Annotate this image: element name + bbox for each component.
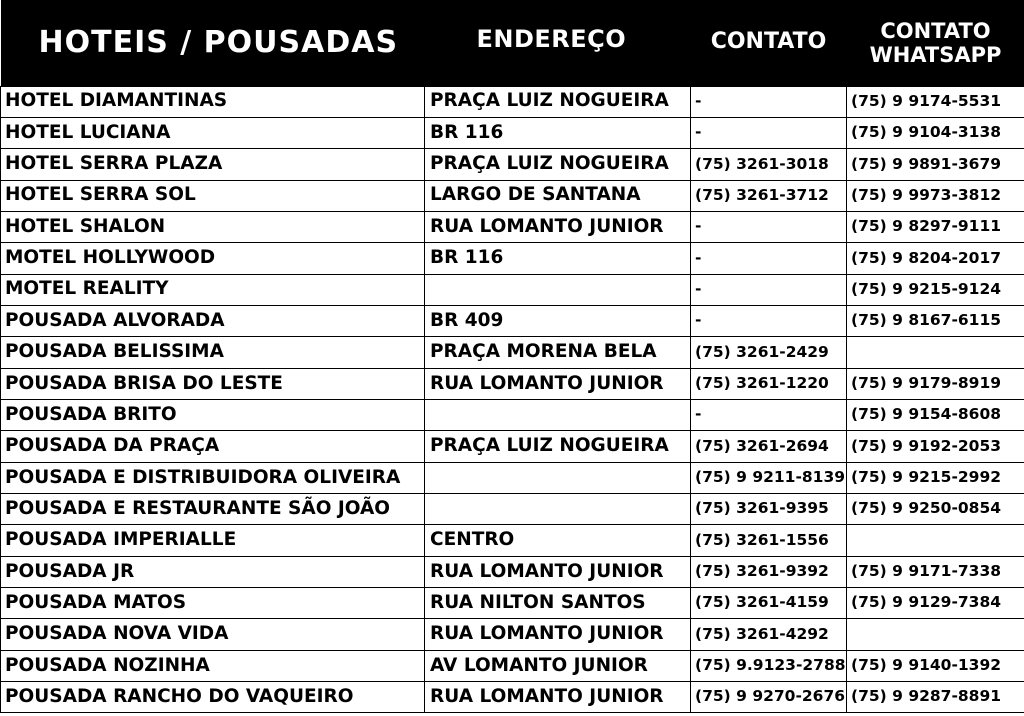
cell-contact: (75) 3261-2429 bbox=[691, 337, 847, 368]
cell-whatsapp: (75) 9 9174-5531 bbox=[847, 86, 1024, 117]
cell-address: BR 116 bbox=[425, 117, 691, 148]
cell-address bbox=[425, 274, 691, 305]
cell-contact: - bbox=[691, 399, 847, 430]
cell-address: LARGO DE SANTANA bbox=[425, 180, 691, 211]
cell-address: PRAÇA LUIZ NOGUEIRA bbox=[425, 149, 691, 180]
cell-contact: (75) 3261-9392 bbox=[691, 556, 847, 587]
table-row bbox=[1, 86, 1024, 117]
cell-address: RUA LOMANTO JUNIOR bbox=[425, 556, 691, 587]
cell-whatsapp bbox=[847, 525, 1024, 556]
cell-address: PRAÇA LUIZ NOGUEIRA bbox=[425, 431, 691, 462]
cell-whatsapp bbox=[847, 337, 1024, 368]
cell-address: RUA LOMANTO JUNIOR bbox=[425, 619, 691, 650]
cell-contact: (75) 3261-4292 bbox=[691, 619, 847, 650]
cell-address: RUA LOMANTO JUNIOR bbox=[425, 211, 691, 242]
cell-contact: (75) 9 9211-8139 bbox=[691, 462, 847, 493]
table-row bbox=[1, 619, 1024, 650]
table-row bbox=[1, 525, 1024, 556]
cell-address: CENTRO bbox=[425, 525, 691, 556]
cell-address: RUA LOMANTO JUNIOR bbox=[425, 682, 691, 713]
table-body bbox=[1, 86, 1024, 713]
cell-whatsapp: (75) 9 9287-8891 bbox=[847, 682, 1024, 713]
cell-contact: - bbox=[691, 243, 847, 274]
cell-name: HOTEL SHALON bbox=[1, 211, 425, 242]
header-whatsapp-line1: CONTATO bbox=[880, 18, 991, 43]
table-row bbox=[1, 368, 1024, 399]
table-row bbox=[1, 180, 1024, 211]
cell-address bbox=[425, 462, 691, 493]
cell-name: HOTEL SERRA PLAZA bbox=[1, 149, 425, 180]
cell-address: PRAÇA MORENA BELA bbox=[425, 337, 691, 368]
table-row bbox=[1, 462, 1024, 493]
cell-whatsapp: (75) 9 9129-7384 bbox=[847, 588, 1024, 619]
cell-name: POUSADA BELISSIMA bbox=[1, 337, 425, 368]
cell-whatsapp: (75) 9 8167-6115 bbox=[847, 305, 1024, 336]
cell-whatsapp: (75) 9 9154-8608 bbox=[847, 399, 1024, 430]
cell-whatsapp: (75) 9 9192-2053 bbox=[847, 431, 1024, 462]
cell-name: POUSADA DA PRAÇA bbox=[1, 431, 425, 462]
cell-contact: - bbox=[691, 86, 847, 117]
cell-contact: - bbox=[691, 211, 847, 242]
cell-contact: - bbox=[691, 274, 847, 305]
cell-name: HOTEL DIAMANTINAS bbox=[1, 86, 425, 117]
table-row bbox=[1, 149, 1024, 180]
cell-whatsapp: (75) 9 9891-3679 bbox=[847, 149, 1024, 180]
table-row bbox=[1, 274, 1024, 305]
table-row bbox=[1, 493, 1024, 524]
cell-name: POUSADA ALVORADA bbox=[1, 305, 425, 336]
cell-name: MOTEL REALITY bbox=[1, 274, 425, 305]
table-row bbox=[1, 117, 1024, 148]
cell-name: POUSADA NOVA VIDA bbox=[1, 619, 425, 650]
header-hotels-pousadas: HOTEIS / POUSADAS bbox=[1, 0, 425, 86]
cell-contact: (75) 9 9270-2676 bbox=[691, 682, 847, 713]
table-row bbox=[1, 211, 1024, 242]
table-row bbox=[1, 337, 1024, 368]
cell-whatsapp: (75) 9 9179-8919 bbox=[847, 368, 1024, 399]
cell-name: POUSADA BRITO bbox=[1, 399, 425, 430]
table-row bbox=[1, 243, 1024, 274]
header-contact-whatsapp bbox=[847, 0, 1024, 86]
cell-whatsapp: (75) 9 9215-9124 bbox=[847, 274, 1024, 305]
cell-name: POUSADA E RESTAURANTE SÃO JOÃO bbox=[1, 493, 425, 524]
header-address: ENDEREÇO bbox=[425, 0, 691, 86]
cell-name: HOTEL SERRA SOL bbox=[1, 180, 425, 211]
table-row bbox=[1, 682, 1024, 713]
cell-whatsapp: (75) 9 9215-2992 bbox=[847, 462, 1024, 493]
cell-whatsapp: (75) 9 9104-3138 bbox=[847, 117, 1024, 148]
header-contact: CONTATO bbox=[691, 0, 847, 86]
cell-address: RUA LOMANTO JUNIOR bbox=[425, 368, 691, 399]
cell-whatsapp: (75) 9 8297-9111 bbox=[847, 211, 1024, 242]
cell-address: RUA NILTON SANTOS bbox=[425, 588, 691, 619]
cell-whatsapp: (75) 9 9250-0854 bbox=[847, 493, 1024, 524]
cell-name: POUSADA NOZINHA bbox=[1, 650, 425, 681]
cell-contact: (75) 3261-2694 bbox=[691, 431, 847, 462]
cell-contact: (75) 9.9123-2788 bbox=[691, 650, 847, 681]
cell-name: POUSADA IMPERIALLE bbox=[1, 525, 425, 556]
header-row bbox=[1, 0, 1024, 86]
cell-whatsapp bbox=[847, 619, 1024, 650]
cell-name: MOTEL HOLLYWOOD bbox=[1, 243, 425, 274]
cell-contact: - bbox=[691, 305, 847, 336]
cell-name: POUSADA BRISA DO LESTE bbox=[1, 368, 425, 399]
cell-name: HOTEL LUCIANA bbox=[1, 117, 425, 148]
cell-whatsapp: (75) 9 9973-3812 bbox=[847, 180, 1024, 211]
cell-contact: (75) 3261-1220 bbox=[691, 368, 847, 399]
table-row bbox=[1, 588, 1024, 619]
cell-contact: (75) 3261-3018 bbox=[691, 149, 847, 180]
table-row bbox=[1, 431, 1024, 462]
table-row bbox=[1, 399, 1024, 430]
cell-whatsapp: (75) 9 9140-1392 bbox=[847, 650, 1024, 681]
cell-name: POUSADA E DISTRIBUIDORA OLIVEIRA bbox=[1, 462, 425, 493]
cell-contact: (75) 3261-9395 bbox=[691, 493, 847, 524]
cell-address bbox=[425, 493, 691, 524]
cell-name: POUSADA JR bbox=[1, 556, 425, 587]
cell-address: BR 409 bbox=[425, 305, 691, 336]
table-header bbox=[1, 0, 1024, 86]
cell-whatsapp: (75) 9 9171-7338 bbox=[847, 556, 1024, 587]
cell-address: PRAÇA LUIZ NOGUEIRA bbox=[425, 86, 691, 117]
cell-contact: (75) 3261-3712 bbox=[691, 180, 847, 211]
cell-address: AV LOMANTO JUNIOR bbox=[425, 650, 691, 681]
cell-contact: (75) 3261-4159 bbox=[691, 588, 847, 619]
cell-name: POUSADA RANCHO DO VAQUEIRO bbox=[1, 682, 425, 713]
table-row bbox=[1, 305, 1024, 336]
table-row bbox=[1, 650, 1024, 681]
cell-contact: (75) 3261-1556 bbox=[691, 525, 847, 556]
cell-whatsapp: (75) 9 8204-2017 bbox=[847, 243, 1024, 274]
cell-contact: - bbox=[691, 117, 847, 148]
cell-address: BR 116 bbox=[425, 243, 691, 274]
cell-name: POUSADA MATOS bbox=[1, 588, 425, 619]
table-row bbox=[1, 556, 1024, 587]
cell-address bbox=[425, 399, 691, 430]
header-whatsapp-line2: WHATSAPP bbox=[869, 42, 1002, 67]
